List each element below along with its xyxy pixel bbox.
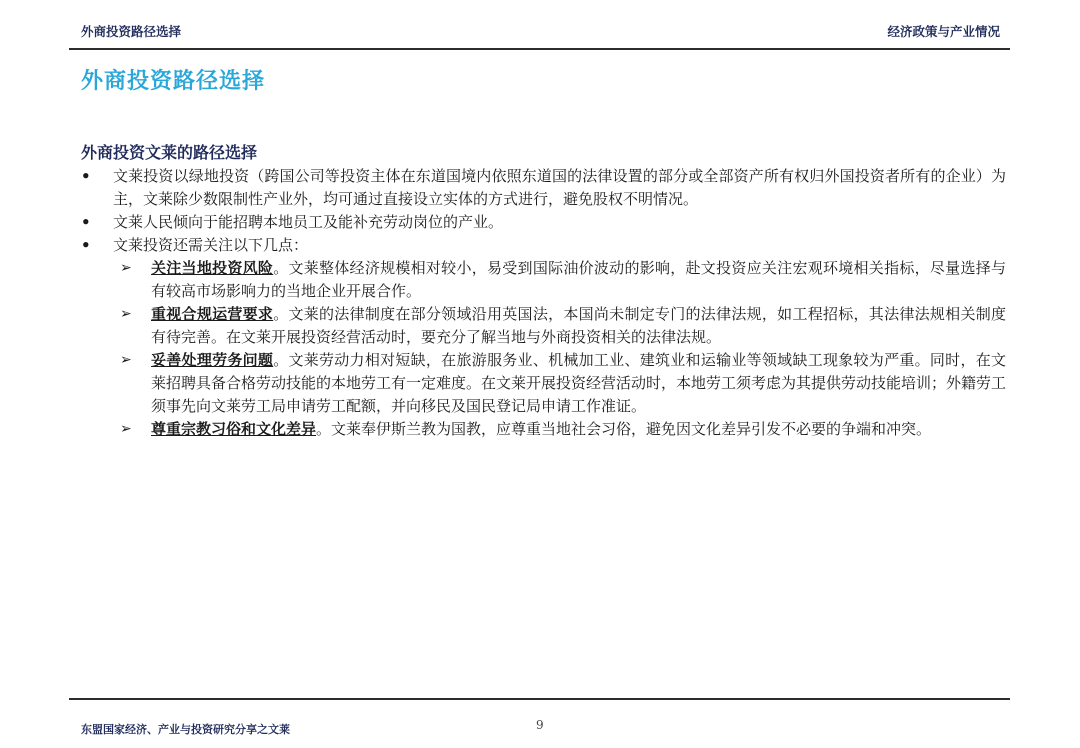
arrow-bullet-icon: ➢: [120, 352, 132, 368]
bullet-text: 文莱投资还需关注以下几点：: [113, 236, 309, 254]
sub-point-keyword: 关注当地投资风险: [151, 259, 274, 277]
sub-point-keyword: 妥善处理劳务问题: [151, 351, 274, 369]
footer-divider: [69, 698, 1010, 700]
sub-point: [113, 303, 1006, 349]
sub-point-text: 。文莱的法律制度在部分领域沿用英国法，本国尚未制定专门的法律法规，如工程招标，其法律法规相关制度有待完善。在文莱开展投资经营活动时，要充分了解当地与外商投资相关的法律法规。: [151, 305, 1006, 346]
arrow-bullet-icon: ➢: [120, 421, 132, 437]
bullet-text: 文莱人民倾向于能招聘本地员工及能补充劳动岗位的产业。: [113, 213, 504, 231]
header-divider: [69, 48, 1010, 50]
bullet-item: [81, 211, 1006, 234]
bullet-text: 文莱投资以绿地投资（跨国公司等投资主体在东道国境内依照东道国的法律设置的部分或全部资产所有权归外国投资者所有的企业）为主，文莱除少数限制性产业外，均可通过直接设立实体的方式进行，避免股权不明情况。: [113, 167, 1006, 208]
bullet-icon: •: [81, 167, 91, 185]
bullet-item: [81, 165, 1006, 211]
main-content: [81, 141, 1006, 441]
arrow-bullet-icon: ➢: [120, 306, 132, 322]
sub-point-text: 。文莱奉伊斯兰教为国教，应尊重当地社会习俗，避免因文化差异引发不必要的争端和冲突。: [316, 420, 932, 438]
bullet-icon: •: [81, 213, 91, 231]
sub-point-text: 。文莱劳动力相对短缺，在旅游服务业、机械加工业、建筑业和运输业等领域缺工现象较为严重。同时，在文莱招聘具备合格劳动技能的本地劳工有一定难度。在文莱开展投资经营活动时，本地劳工须考虑为其提供劳动技能培训；外籍劳工须事先向文莱劳工局申请劳工配额，并向移民及国民登记局申请工作准证。: [151, 351, 1007, 415]
sub-point: [113, 257, 1006, 303]
bullet-item: [81, 234, 1006, 257]
header-right-text: 经济政策与产业情况: [887, 24, 1000, 39]
sub-point: [113, 349, 1006, 418]
header-left-text: 外商投资路径选择: [81, 24, 182, 39]
page-header: [81, 22, 1000, 42]
arrow-bullet-icon: ➢: [120, 260, 132, 276]
page-title: 外商投资路径选择: [81, 68, 266, 94]
bullet-icon: •: [81, 236, 91, 254]
sub-point-keyword: 重视合规运营要求: [151, 305, 274, 323]
sub-point: [113, 418, 1006, 441]
footer-text: 东盟国家经济、产业与投资研究分享之文莱: [81, 723, 290, 736]
page-number: 9: [536, 718, 544, 732]
sub-point-keyword: 尊重宗教习俗和文化差异: [151, 420, 317, 438]
sub-point-text: 。文莱整体经济规模相对较小，易受到国际油价波动的影响，赴文投资应关注宏观环境相关指标，尽量选择与有较高市场影响力的当地企业开展合作。: [151, 259, 1006, 300]
section-title: 外商投资文莱的路径选择: [81, 143, 258, 162]
